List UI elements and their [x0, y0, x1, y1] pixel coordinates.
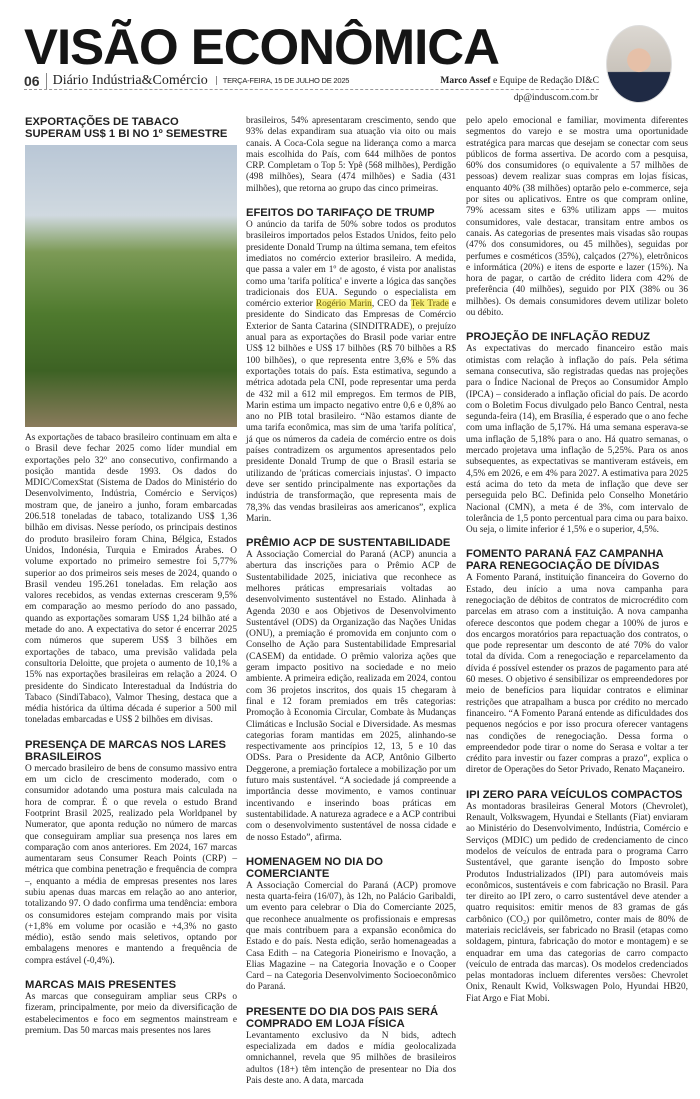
section-title: VISÃO ECONÔMICA	[24, 19, 499, 75]
article-body-inflacao: As expectativas do mercado financeiro estão mais otimistas com relação à inflação do país. Pela sétima semana consecutiva, são registradas quedas nas projeções para o Índice Nacional de Preços ao Consumidor Amplo (IPCA) – considerado a inflação oficial do país. De acordo com o Boletim Focus divulgado pelo Banco Central, nesta segunda-feira (14), em Brasília, é esperado que o ano feche com uma inflação de 5,17%. Há uma semana esperava-se uma inflação de 5,18% para o ano. Há quatro semanas, o mercado projetava uma inflação de 5,25%. Para os anos subsequentes, as expectativas se mantiveram estáveis, em 4,5% em 2026, e em 4% para 2027. A estimativa para 2025 está acima do teto da meta de inflação que deve ser perseguida pelo BC. Definida pelo Conselho Monetário Nacional (CMN), a meta é de 3%, com intervalo de tolerância de 1,5 ponto percentual para cima ou para baixo. Ou seja, o limite inferior é 1,5% e o superior, 4,5%.	[466, 344, 688, 536]
headline-ipi: IPI ZERO PARA VEÍCULOS COMPACTOS	[466, 788, 683, 801]
article-body-tabaco: As exportações de tabaco brasileiro continuam em alta e o Brasil deve fechar 2025 como líder mundial em exportações pelo 32º ano consecutivo, confirmando a posição mantida desde 1993. Os dados do MDIC/ComexStat (Sistema de Dados do Ministério do Desenvolvimento, Indústria, Comércio e Serviços) mostram que, de janeiro a junho, foram embarcadas 206.518 toneladas de tabaco, totalizando US$ 1,36 bilhão em divisas. Nesse período, os principais destinos do produto brasileiro foram China, Bélgica, Estados Unidos, Indonésia, Turquia e Emirados Árabes. O volume exportado no primeiro semestre foi 5,77% superior ao dos primeiros seis meses de 2024, quando o Brasil vendeu 195.261 toneladas. Em relação aos valores recebidos, as vendas externas cresceram 9,5% em comparação ao mesmo período do ano passado, quando as exportações somaram US$ 1,24 bilhão até a metade do ano. A expectativa do setor é encerrar 2025 com números que superem US$ 3 bilhões em exportações de tabaco, uma previsão validada pela consultoria Deloitte, que projeta o aumento de 10,1% a 15% nas exportações brasileiras em relação a 2024. O presidente do Sindicato Interestadual da Indústria do Tabaco (SindiTabaco), Valmor Thesing, destaca que a média histórica da última década é superior a 500 mil toneladas embarcadas e US$ 2 bilhões em divisas.	[25, 433, 237, 726]
byline-suffix: e Equipe de Redação DI&C	[490, 75, 599, 86]
page-number: 06	[24, 72, 40, 89]
headline-comerciante: HOMENAGEM NO DIA DO COMERCIANTE	[246, 855, 383, 880]
trump-text-b: e presidente do Sindicato das Empresas de Comércio Exterior de Santa Catarina (SINDITRADE), o prejuízo anual para as exportações do Brasil pode variar entre US$ 12 bilhões e US$ 17 bilhões (R$ 70 bilhões a R$ 100 bilhões), o que representa entre 3,6% e 5% das exportações totais do país. Esta estimativa, segundo a métrica adotada pela CNI, pode representar uma perda de 432 mil a 612 mil empregos. Em termos de PIB, Marin estima um impacto negativo entre 0,6 e 0,8% ao ano no PIB total brasileiro. “Não estamos diante de uma tarifa econômica, mas sim de uma 'tarifa política', já que os números da cadeia de comércio entre os dois países contradizem os argumentos apresentados pelo presidente Donald Trump de que o Brasil estaria se utilizando de 'práticas comerciais injustas'. O impacto deve ser sentido principalmente nas exportações da indústria de transformação, que representa mais de 78,3% das vendas brasileiras aos americanos”, explica Marin.	[246, 299, 456, 524]
author-name: Marco Assef	[440, 75, 491, 86]
tobacco-field-photo	[25, 145, 237, 427]
article-body-marcas: O mercado brasileiro de bens de consumo massivo entra em um ciclo de crescimento moderado, com o consumidor adotando uma postura mais calculada na hora de comprar. É o que revela o estudo Brand Footprint Brasil 2025, realizado pela Worldpanel by Numerator, que aponta redução no número de marcas que conseguiram ampliar sua presença nos lares em comparação com anos anteriores. Em 2024, 167 marcas aumentaram seus Consumer Reach Points (CRP) – métrica que combina penetração e frequência de compra –, enquanto a média de empresas presentes nos lares subiu apenas duas marcas em relação ao ano anterior, totalizando 97. O dado confirma uma tendência: embora os consumidores estejam comprando mais por visita (+1,8% em volume por ocasião e +4,3% no gasto médio), estão sendo mais seletivos, optando por embalagens menores e mantendo a frequência de compra estável (-0,4%).	[25, 763, 237, 966]
masthead-bar	[24, 72, 599, 90]
headline-inflacao: PROJEÇÃO DE INFLAÇÃO REDUZ	[466, 331, 650, 344]
trump-text-a: O anúncio da tarifa de 50% sobre todos os produtos brasileiros importados pelos Estados Unidos, feito pelo presidente Donald Trump na última semana, tem efeitos imediatos no comércio exterior brasileiro. A medida, que passa a valer em 1º de agosto, é vista por analistas como uma 'tarifa política' e inverte a lógica das sanções tradicionais dos EUA. Segundo o especialista em comércio exterior	[246, 220, 456, 310]
headline-pais: PRESENTE DO DIA DOS PAIS SERÁ COMPRADO EM LOJA FÍSICA	[246, 1005, 439, 1030]
headline-fomento: FOMENTO PARANÁ FAZ CAMPANHA PARA RENEGOCIAÇÃO DE DÍVIDAS	[466, 548, 664, 573]
article-body-fomento: A Fomento Paraná, instituição financeira do Governo do Estado, deu início a uma nova campanha para renegociação de débitos de contratos de microcrédito com parcelas em atraso com a instituição. A nova campanha oferece descontos que podem chegar a 100% de juros e dos encargos moratórios para repactuação dos contratos, o que pode representar um desconto de até 70% do valor total da dívida. Com a renegociação e reparcelamento da dívida é possível estender os prazos de pagamento para até 60 meses. O objetivo é sensibilizar os empreendedores por meio de benefícios para liquidar contratos e eliminar restrições que atrapalham a busca por crédito no mercado financeiro. “A Fomento Paraná entende as dificuldades dos pequenos negócios e por isso procura oferecer vantagens nas condições de renegociação. Dessa forma o empreendedor pode tirar o nome do Serasa e voltar a ter crédito para investir ou fazer compras a prazo”, explica o diretor de Operações do Setor Privado, Renato Maçaneiro.	[466, 573, 688, 776]
article-body-ipi: As montadoras brasileiras General Motors (Chevrolet), Renault, Volkswagem, Hyundai e Stellants (Fiat) enviaram ao Ministério do Desenvolvimento, Indústria, Comércio e Serviços (MDIC) um pedido de credenciamento de cinco modelos de veículos de entrada para o programa Carro Sustentável, que garante isenção do Imposto sobre Produtos Industrializados (IPI) para automóveis mais econômicos, sustentáveis e com fabricação no Brasil. Para ter direito ao IPI zero, o carro sustentável deve atender a quatro requisitos: emitir menos de 83 gramas de gás carbônico (CO₂) por quilômetro, conter mais de 80% de materiais recicláveis, ser fabricado no Brasil (etapas como soldagem, pintura, fabricação do motor e montagem) e se enquadrar em uma das categorias de carro compacto (veículo de entrada das marcas). Os modelos credenciados pelas montadoras incluem diferentes versões: Chevrolet Onix, Renault Kwid, Volkswagen Polo, Hyundai HB20, Fiat Argo e Fiat Mobi.	[466, 801, 688, 1004]
headline-tabaco: EXPORTAÇÕES DE TABACO SUPERAM US$ 1 BI NO 1º SEMESTRE	[25, 116, 228, 140]
contact-email[interactable]: dp@induscom.com.br	[513, 93, 598, 103]
headline-trump: EFEITOS DO TARIFAÇO DE TRUMP	[246, 207, 435, 220]
headline-presentes: MARCAS MAIS PRESENTES	[25, 979, 177, 992]
article-body-presentes: As marcas que conseguiram ampliar seus CRPs o fizeram, principalmente, por meio da diversificação de estabelecimentos e foco em segmentos mainstream e premium. Das 50 marcas mais presentes nos lares	[25, 992, 237, 1036]
headline-marcas: PRESENÇA DE MARCAS NOS LARES BRASILEIROS	[25, 738, 226, 763]
highlight-company: Tek Trade	[410, 299, 449, 310]
headline-acp: PRÊMIO ACP DE SUSTENTABILIDADE	[246, 537, 451, 550]
byline	[440, 76, 599, 86]
column-3	[466, 116, 688, 1017]
article-body-acp: A Associação Comercial do Paraná (ACP) anuncia a abertura das inscrições para o Prêmio ACP de Sustentabilidade 2025, iniciativa que reconhece as melhores práticas empresariais voltadas ao desenvolvimento sustentável no Estado. Alinhada à Agenda 2030 e aos Objetivos de Desenvolvimento Sustentável (ODS) da Organização das Nações Unidas (ONU), a premiação é promovida em conjunto com o Conselho de Ação para Sustentabilidade Empresarial (CASEM) da entidade. O prêmio valoriza ações que geram impacto positivo na sociedade e no meio ambiente. A primeira edição, realizada em 2024, contou com 36 projetos inscritos, dos quais 15 chegaram à final e 12 foram premiados em três categorias: Promoção à Economia Circular, Combate às Mudanças Climáticas e Inclusão Social e Diversidade. As mesmas categorias foram mantidas em 2025, alinhando-se respectivamente aos princípios 12, 13, 5 e 10 das ODSs. Para o Presidente da ACP, Antônio Gilberto Deggerone, a premiação fortalece a mobilização por um futuro mais sustentável. “A sociedade já compreende a importância desse movimento, e vamos continuar incentivando e inserindo boas práticas em sustentabilidade. A natureza agradece e a ACP contribui com o desenvolvimento sustentável de nossa cidade e de nosso Estado”, afirma.	[246, 550, 456, 843]
author-photo	[606, 25, 672, 103]
article-body-comerciante: A Associação Comercial do Paraná (ACP) promove nesta quarta-feira (16/07), às 12h, no Palácio Garibaldi, um evento para celebrar o Dia do Comerciante 2025, que reconhece anualmente os profissionais e empresas que mais contribuem para a expansão econômica do Estado e do país. Nesta edição, serão homenageadas a Casa Edith – na Categoria Pioneirismo e Inovação, a Elias Magazine – na Categoria Inovação e o Cooper Card – na Categoria Desenvolvimento Socioeconômico do Paraná.	[246, 880, 456, 993]
trump-text-mid: , CEO da	[371, 299, 411, 310]
article-body-pais-cont: pelo apelo emocional e familiar, movimenta diferentes segmentos do varejo e se mostra uma oportunidade estratégica para marcas que desejam se conectar com seus públicos de forma assertiva. De acordo com a pesquisa, 60% dos consumidores (o equivalente a 57 milhões de pessoas) devem realizar suas compras em lojas físicas, enquanto 40% (38 milhões) optarão pelo e-commerce, seja por sites ou aplicativos. Entre os que compram online, 79% acessam sites e 63% utilizam apps — muitos consumidores, vale destacar, transitam entre ambos os canais. As categorias de presentes mais visadas são roupas (47% dos consumidores, ou 45 milhões), seguidas por perfumes e cosméticos (35%), calçados (27%), eletrônicos e informática (20%) e itens de esporte e lazer (15%). Na hora de pagar, o cartão de crédito lidera com 42% de preferência (40 milhões), seguido por PIX (38% ou 36 milhões). Os demais consumidores devem utilizar boleto ou débito.	[466, 116, 688, 319]
article-body-presentes-cont: brasileiros, 54% apresentaram crescimento, sendo que 93% delas expandiram sua atuação via oito ou mais canais. A Coca-Cola segue na liderança como a marca mais escolhida do País, com 644 milhões de pontos CRP. Completam o Top 5: Ypê (568 milhões), Perdigão (498 milhões), Seara (474 milhões) e Sadia (431 milhões), que retorna ao grupo das cinco primeiras.	[246, 116, 456, 194]
column-1	[25, 116, 237, 1049]
highlight-name: Rogério Marin	[315, 299, 372, 310]
column-2	[246, 116, 456, 1099]
newspaper-name: Diário Indústria&Comércio	[46, 73, 208, 89]
article-body-pais: Levantamento exclusivo da N bids, adtech especializada em dados e mídia geolocalizada omnichannel, revela que 95 milhões de brasileiros adultos (18+) têm intenção de presentear no Dia dos Pais deste ano. A data, marcada	[246, 1030, 456, 1086]
issue-date: TERÇA-FEIRA, 15 DE JULHO DE 2025	[216, 76, 350, 85]
article-body-trump	[246, 220, 456, 525]
